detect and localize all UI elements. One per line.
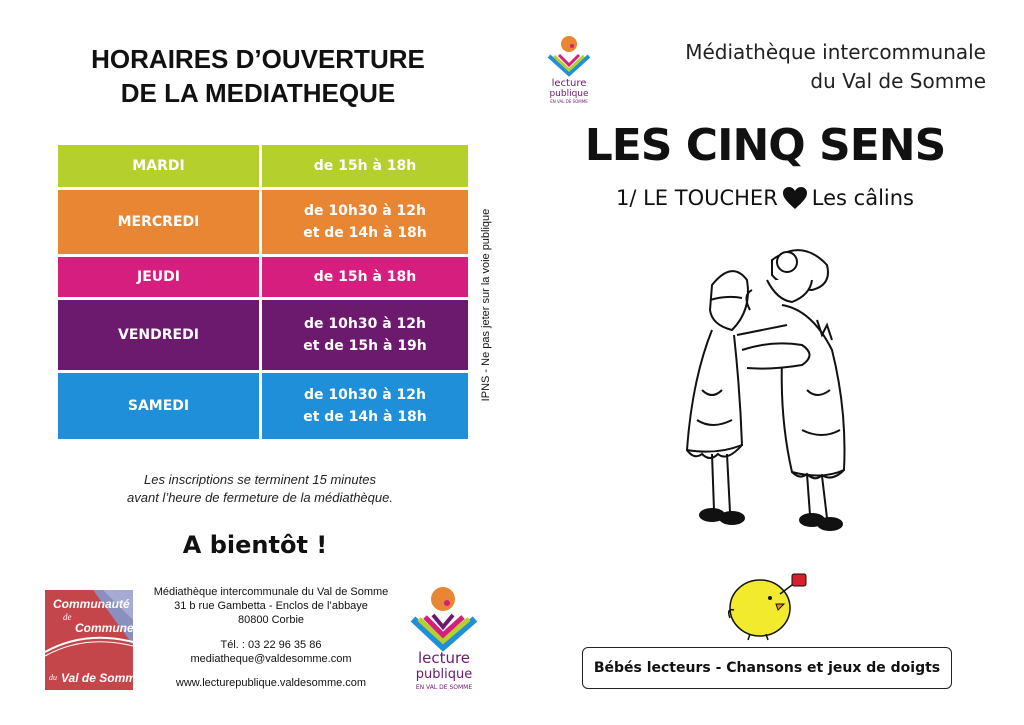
hours-title-line1: HORAIRES D’OUVERTURE (91, 44, 425, 74)
schedule-time (262, 257, 468, 297)
schedule-day: MERCREDI (58, 190, 259, 254)
subtitle-left: 1/ LE TOUCHER (616, 186, 778, 210)
schedule-table (58, 145, 468, 442)
ipns-text: IPNS - Ne pas jeter sur la voie publique (480, 208, 492, 402)
cc-logo-line5: Val de Somme (61, 671, 143, 685)
schedule-day: JEUDI (58, 257, 259, 297)
contact-name: Médiathèque intercommunale du Val de Somme (153, 586, 389, 598)
event-label: Bébés lecteurs - Chansons et jeux de doigts (593, 660, 941, 676)
schedule-time-line1: de 10h30 à 12h (304, 203, 426, 219)
cc-logo-line4: du (49, 673, 57, 682)
schedule-row-vendredi (58, 300, 468, 370)
lp-logo-line2: publique (415, 667, 473, 682)
media-line1: Médiathèque intercommunale (685, 40, 986, 64)
contact-website[interactable]: www.lecturepublique.valdesomme.com (175, 677, 367, 689)
cc-logo-line2: de (63, 612, 72, 622)
heart-icon (782, 186, 808, 210)
schedule-row-jeudi (58, 257, 468, 297)
ipns-vertical-text (478, 190, 502, 420)
subtitle-right: Les câlins (811, 186, 914, 210)
communaute-communes-logo (45, 590, 143, 690)
note-line2: avant l’heure de fermeture de la médiathèque. (127, 490, 393, 505)
hours-title (40, 42, 476, 110)
schedule-time-line1: de 10h30 à 12h (304, 316, 426, 332)
schedule-row-samedi (58, 373, 468, 439)
lp-small-line3: EN VAL DE SOMME (550, 99, 588, 104)
schedule-time-line1: de 10h30 à 12h (304, 387, 426, 403)
contact-block (142, 585, 400, 690)
lecture-publique-logo-small (545, 35, 593, 105)
schedule-time-line2: et de 14h à 18h (303, 409, 427, 425)
schedule-time (262, 300, 468, 370)
schedule-day: VENDREDI (58, 300, 259, 370)
cc-logo-line1: Communauté (53, 597, 130, 611)
schedule-time (262, 145, 468, 187)
schedule-row-mardi (58, 145, 468, 187)
note-line1: Les inscriptions se terminent 15 minutes (144, 472, 376, 487)
contact-address: 31 b rue Gambetta - Enclos de l’abbaye (174, 600, 368, 612)
schedule-row-mercredi (58, 190, 468, 254)
chick-illustration (720, 570, 820, 640)
schedule-time-line2: et de 15h à 19h (303, 338, 427, 354)
lecture-publique-logo (405, 585, 483, 695)
contact-email[interactable]: mediatheque@valdesomme.com (190, 653, 352, 665)
schedule-time-line1: de 15h à 18h (313, 269, 417, 285)
schedule-time-line2: et de 14h à 18h (303, 225, 427, 241)
schedule-time-line1: de 15h à 18h (313, 158, 417, 174)
cc-logo-line3: Communes (75, 621, 141, 635)
hugging-children-illustration (672, 240, 872, 550)
hours-title-line2: DE LA MEDIATHEQUE (120, 78, 396, 108)
lp-small-line1: lecture (551, 78, 587, 89)
schedule-time (262, 373, 468, 439)
contact-phone: Tél. : 03 22 96 35 86 (220, 639, 322, 651)
goodbye-text: A bientôt ! (182, 531, 328, 559)
schedule-time (262, 190, 468, 254)
event-label-box (582, 647, 952, 689)
contact-city: 80800 Corbie (237, 614, 305, 626)
subtitle (560, 186, 970, 210)
lp-logo-line1: lecture (417, 649, 471, 667)
lp-logo-line3: EN VAL DE SOMME (415, 684, 473, 691)
mediatheque-name (600, 38, 986, 96)
schedule-day: MARDI (58, 145, 259, 187)
registration-note (60, 471, 460, 507)
main-title: LES CINQ SENS (584, 120, 946, 171)
schedule-day: SAMEDI (58, 373, 259, 439)
lp-small-line2: publique (549, 89, 589, 99)
media-line2: du Val de Somme (810, 69, 986, 93)
